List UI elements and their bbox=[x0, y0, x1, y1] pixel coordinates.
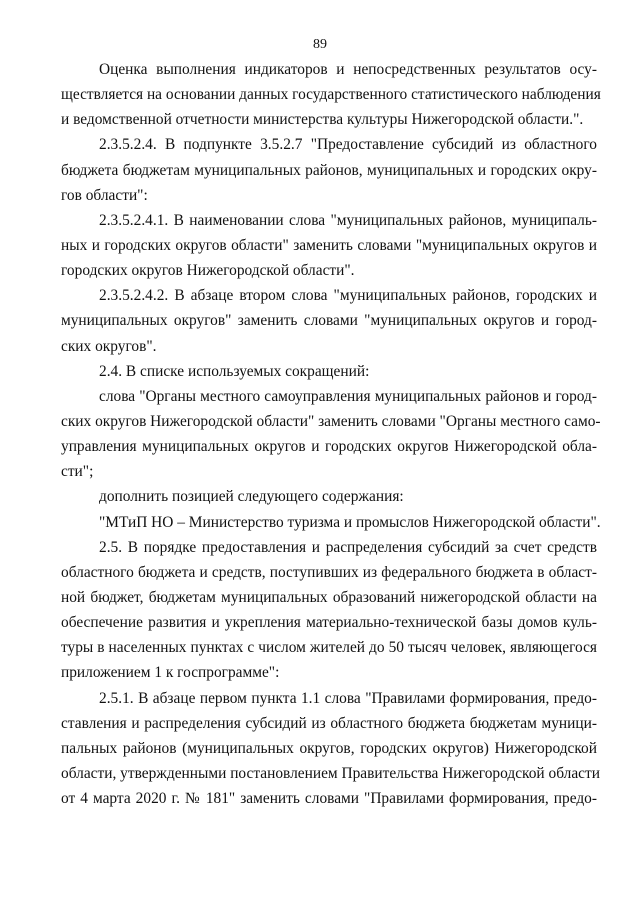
text-line: 2.3.5.2.4. В подпункте 3.5.2.7 "Предоставление субсидий из областного bbox=[99, 136, 597, 154]
text-line: обеспечение развития и укрепления материально-технической базы домов куль- bbox=[61, 614, 597, 632]
text-line: пальных районов (муниципальных округов, городских округов) Нижегородской bbox=[61, 739, 597, 757]
text-line: слова "Органы местного самоуправления муниципальных районов и город- bbox=[99, 387, 597, 405]
text-line: муниципальных округов" заменить словами "муниципальных округов и город- bbox=[61, 312, 597, 330]
text-line: ных и городских округов области" заменить словами "муниципальных округов и bbox=[61, 236, 597, 254]
text-line: областного бюджета и средств, поступивших из федерального бюджета в област- bbox=[61, 563, 597, 581]
page-number: 89 bbox=[313, 37, 327, 52]
text-line: сти"; bbox=[61, 463, 94, 481]
text-line: 2.5.1. В абзаце первом пункта 1.1 слова "Правилами формирования, предо- bbox=[99, 689, 597, 707]
text-line: туры в населенных пунктах с числом жителей до 50 тысяч человек, являющегося bbox=[61, 639, 597, 657]
text-line: ной бюджет, бюджетам муниципальных образований нижегородской области на bbox=[61, 588, 597, 606]
text-line: 2.4. В списке используемых сокращений: bbox=[99, 362, 370, 380]
text-line: приложением 1 к госпрограмме": bbox=[61, 664, 280, 682]
text-line: "МТиП НО – Министерство туризма и промыслов Нижегородской области". bbox=[99, 513, 601, 531]
text-line: области, утвержденными постановлением Правительства Нижегородской области bbox=[61, 764, 600, 782]
text-line: бюджета бюджетам муниципальных районов, муниципальных и городских окру- bbox=[61, 161, 597, 179]
text-line: Оценка выполнения индикаторов и непосредственных результатов осу- bbox=[99, 61, 597, 78]
text-line: ществляется на основании данных государственного статистического наблюдения bbox=[61, 86, 601, 104]
document-body bbox=[61, 57, 601, 811]
text-line: и ведомственной отчетности министерства культуры Нижегородской области.". bbox=[61, 111, 584, 129]
text-line: гов области": bbox=[61, 186, 148, 204]
text-line: дополнить позицией следующего содержания: bbox=[99, 488, 404, 506]
text-line: 2.3.5.2.4.1. В наименовании слова "муниципальных районов, муниципаль- bbox=[99, 211, 597, 229]
text-line: управления муниципальных округов и городских округов Нижегородской обла- bbox=[61, 438, 597, 456]
text-line: 2.3.5.2.4.2. В абзаце втором слова "муниципальных районов, городских и bbox=[99, 287, 597, 305]
text-line: 2.5. В порядке предоставления и распределения субсидий за счет средств bbox=[99, 538, 597, 556]
text-line: городских округов Нижегородской области". bbox=[61, 262, 355, 280]
text-line: ских округов Нижегородской области" заменить словами "Органы местного само- bbox=[61, 412, 601, 430]
text-line: ских округов". bbox=[61, 337, 157, 355]
text-line: от 4 марта 2020 г. № 181" заменить словами "Правилами формирования, предо- bbox=[61, 790, 597, 808]
text-line: ставления и распределения субсидий из областного бюджета бюджетам муници- bbox=[61, 714, 597, 732]
